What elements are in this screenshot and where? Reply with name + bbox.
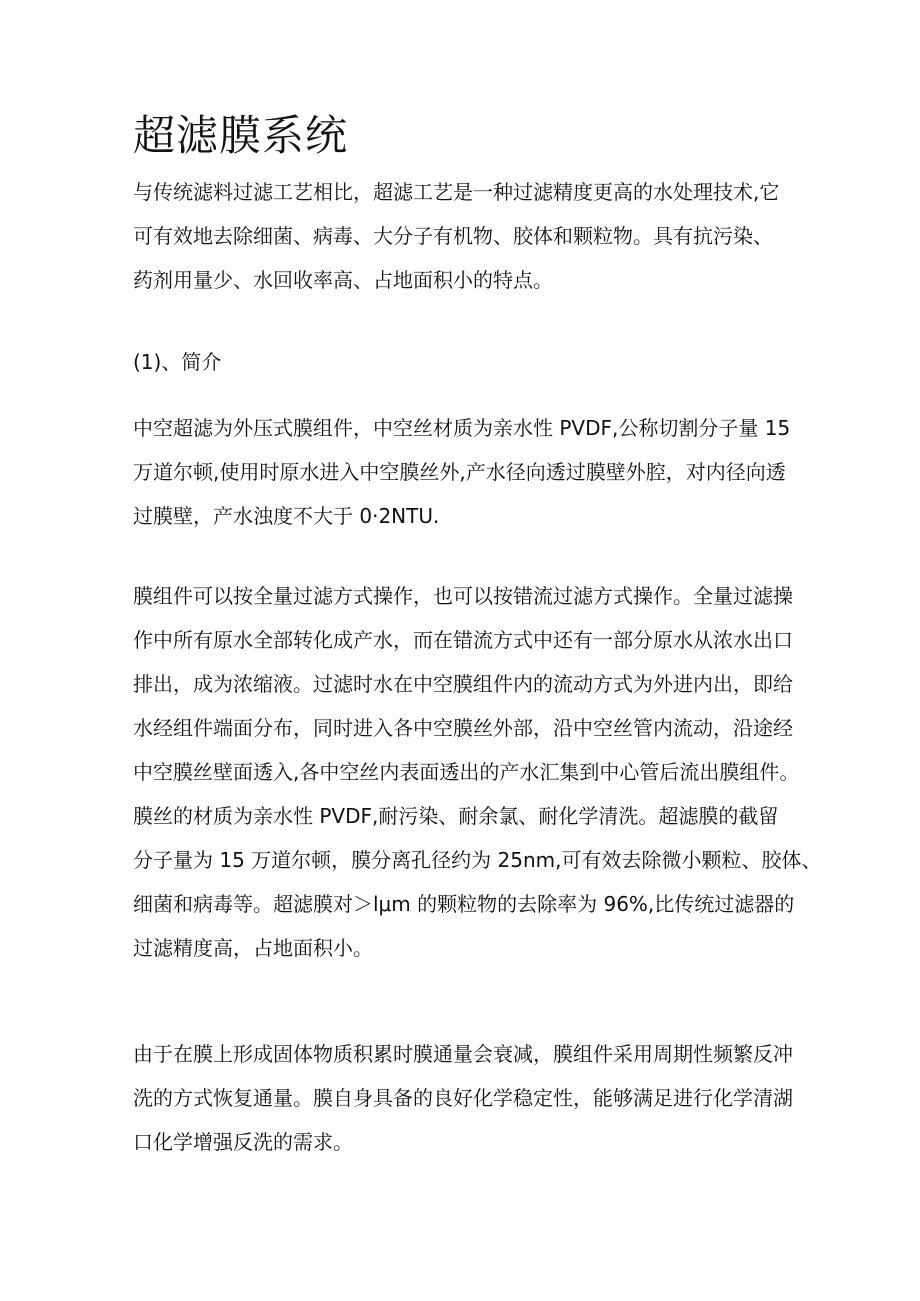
paragraph-line: 由于在膜上形成固体物质积累时膜通量会衰减，膜组件采用周期性频繁反冲 <box>133 1042 793 1066</box>
section-heading: (1)、简介 <box>133 350 222 374</box>
paragraph-line: 膜丝的材质为亲水性 PVDF,耐污染、耐余氯、耐化学清洗。超滤膜的截留 <box>133 804 779 828</box>
filtration-mode-paragraph <box>133 574 822 970</box>
paragraph-line: 洗的方式恢复通量。膜自身具备的良好化学稳定性，能够满足进行化学清湖 <box>133 1086 793 1110</box>
paragraph-line: 水经组件端面分布，同时进入各中空膜丝外部，沿中空丝管内流动，沿途经 <box>133 716 793 740</box>
intro-line: 可有效地去除细菌、病毒、大分子有机物、胶体和颗粒物。具有抗污染、 <box>133 224 773 248</box>
intro-line: 与传统滤料过滤工艺相比，超滤工艺是一种过滤精度更高的水处理技术,它 <box>133 180 780 204</box>
intro-line: 药剂用量少、水回收率高、占地面积小的特点。 <box>133 268 553 292</box>
backwash-paragraph <box>133 1032 813 1164</box>
paragraph-line: 作中所有原水全部转化成产水，而在错流方式中还有一部分原水从浓水出口 <box>133 628 793 652</box>
paragraph-line: 分子量为 15 万道尔顿，膜分离孔径约为 25nm,可有效去除微小颗粒、胶体、 <box>133 848 822 872</box>
section-heading-block <box>133 340 813 384</box>
paragraph-line: 过膜壁，产水浊度不大于 0·2NTU. <box>133 504 440 528</box>
intro-description-paragraph <box>133 406 813 538</box>
paragraph-line: 中空超滤为外压式膜组件，中空丝材质为亲水性 PVDF,公称切割分子量 15 <box>133 416 791 440</box>
paragraph-line: 口化学增强反洗的需求。 <box>133 1130 353 1154</box>
paragraph-line: 膜组件可以按全量过滤方式操作，也可以按错流过滤方式操作。全量过滤操 <box>133 584 793 608</box>
paragraph-line: 排出，成为浓缩液。过滤时水在中空膜组件内的流动方式为外进内出，即给 <box>133 672 793 696</box>
paragraph-line: 过滤精度高，占地面积小。 <box>133 936 373 960</box>
intro-paragraph <box>133 170 813 302</box>
paragraph-line: 细菌和病毒等。超滤膜对＞lμm 的颗粒物的去除率为 96%,比传统过滤器的 <box>133 892 795 916</box>
page-title: 超滤膜系统 <box>133 111 349 160</box>
paragraph-line: 中空膜丝壁面透入,各中空丝内表面透出的产水汇集到中心管后流出膜组件。 <box>133 760 800 784</box>
paragraph-line: 万道尔顿,使用时原水进入中空膜丝外,产水径向透过膜壁外腔，对内径向透 <box>133 460 786 484</box>
